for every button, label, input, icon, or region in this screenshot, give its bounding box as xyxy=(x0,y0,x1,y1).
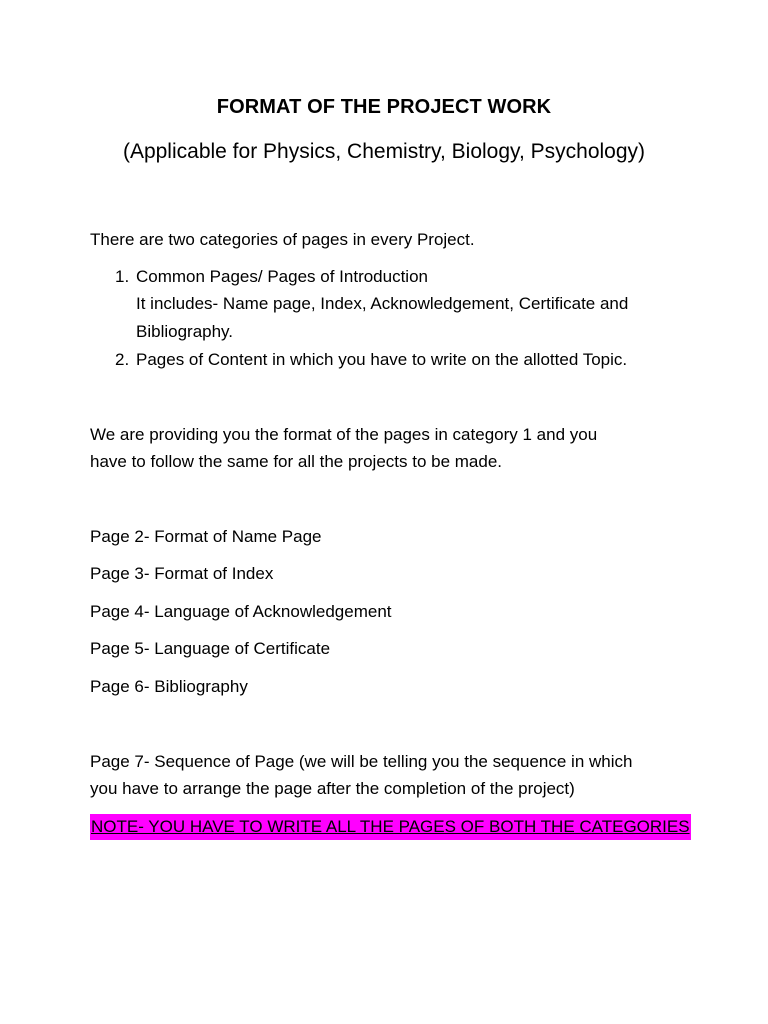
providing-paragraph-line-2: have to follow the same for all the projects to be made. xyxy=(90,452,503,471)
providing-paragraph-line-1: We are providing you the format of the pages in category 1 and you xyxy=(90,425,598,444)
list-item-1-line-1: Common Pages/ Pages of Introduction xyxy=(136,267,428,286)
intro-paragraph: There are two categories of pages in every Project. xyxy=(90,230,475,249)
list-item-number: 2. xyxy=(115,350,130,369)
list-item-1-line-3: Bibliography. xyxy=(136,322,234,341)
sequence-paragraph-line-2: you have to arrange the page after the completion of the project) xyxy=(90,779,575,798)
document-subtitle: (Applicable for Physics, Chemistry, Biology, Psychology) xyxy=(122,140,646,163)
page-list-item: Page 4- Language of Acknowledgement xyxy=(90,602,392,621)
page-list-item: Page 3- Format of Index xyxy=(90,564,274,583)
list-item-2-line-1: Pages of Content in which you have to write on the allotted Topic. xyxy=(136,350,628,369)
page-list-item: Page 2- Format of Name Page xyxy=(90,527,322,546)
page-list-item: Page 6- Bibliography xyxy=(90,677,248,696)
list-item-1-line-2: It includes- Name page, Index, Acknowledgement, Certificate and xyxy=(136,294,629,313)
page-list-item: Page 5- Language of Certificate xyxy=(90,639,331,658)
highlighted-note: NOTE- YOU HAVE TO WRITE ALL THE PAGES OF BOTH THE CATEGORIES xyxy=(90,814,691,840)
sequence-paragraph-line-1: Page 7- Sequence of Page (we will be telling you the sequence in which xyxy=(90,752,633,771)
document-title: FORMAT OF THE PROJECT WORK xyxy=(216,96,552,118)
list-item-number: 1. xyxy=(115,267,130,286)
